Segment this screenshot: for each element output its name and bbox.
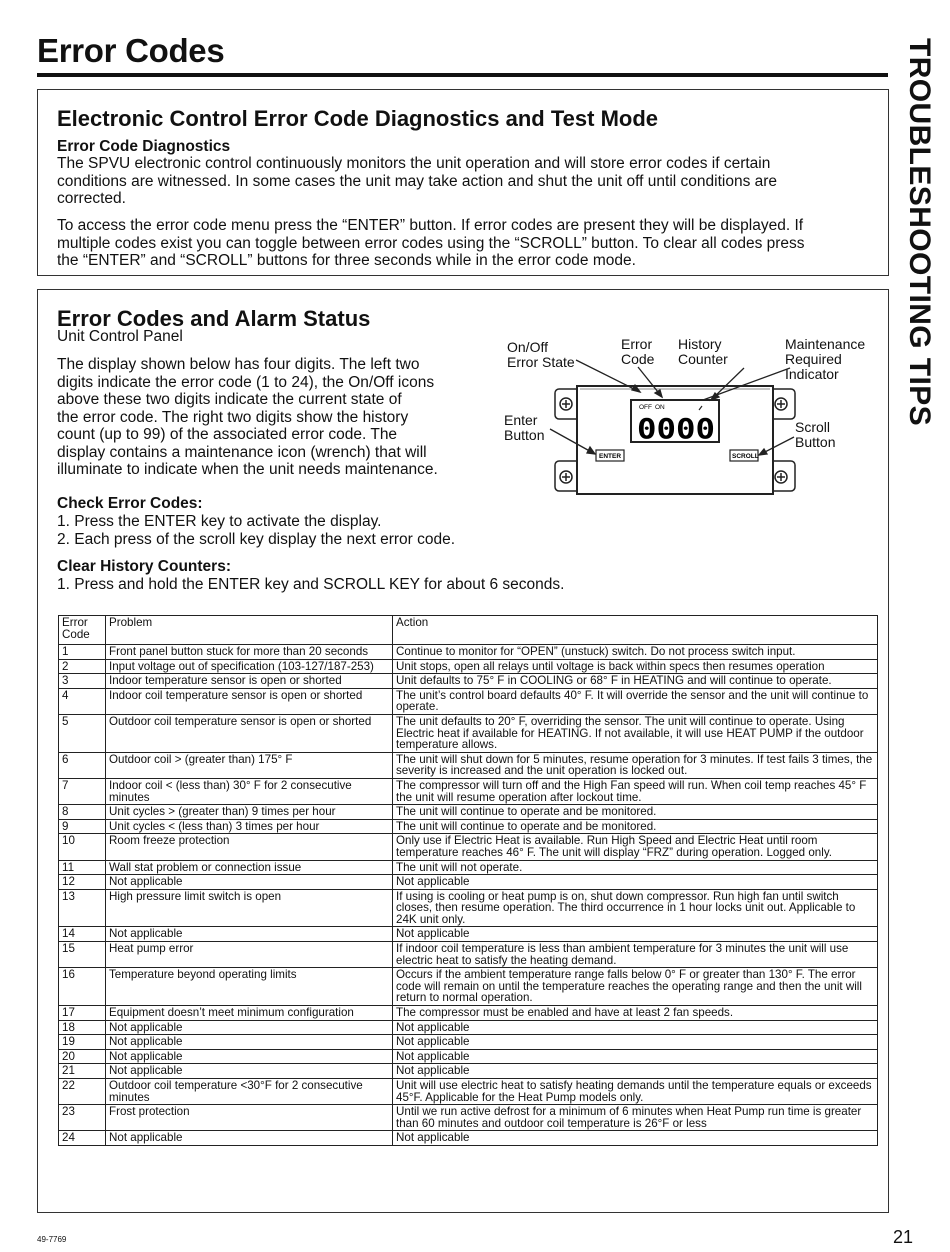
cell-problem: Wall stat problem or connection issue <box>106 860 393 875</box>
cell-code: 4 <box>59 688 106 714</box>
cell-code: 12 <box>59 875 106 890</box>
column-header-problem: Problem <box>106 616 393 645</box>
clear-steps <box>57 576 564 594</box>
table-row <box>59 674 878 689</box>
cell-problem: Outdoor coil temperature sensor is open or shorted <box>106 714 393 752</box>
table-row <box>59 1020 878 1035</box>
label-onoff: On/Off Error State <box>507 339 575 370</box>
cell-action: The unit defaults to 20° F, overriding the sensor. The unit will continue to operate. Using Electric heat if available for HEATING. If not available, it will use HEAT PUMP if the outdoor temperature allows. <box>393 714 878 752</box>
cell-code: 2 <box>59 659 106 674</box>
cell-problem: Not applicable <box>106 875 393 890</box>
cell-action: The unit will continue to operate and be monitored. <box>393 819 878 834</box>
page-number: 21 <box>893 1227 914 1247</box>
table-row <box>59 688 878 714</box>
list-item: 2. Each press of the scroll key display the next error code. <box>57 530 456 548</box>
side-tab-label: TROUBLESHOOTING TIPS <box>903 38 936 427</box>
label-error-code: Error Code <box>621 336 655 367</box>
cell-code: 16 <box>59 968 106 1006</box>
cell-problem: Unit cycles < (less than) 3 times per hour <box>106 819 393 834</box>
cell-code: 5 <box>59 714 106 752</box>
cell-problem: Not applicable <box>106 1049 393 1064</box>
table-row <box>59 645 878 660</box>
cell-action: Unit will use electric heat to satisfy heating demands until the temperature equals or exceeds 45°F. Applicable for the Heat Pump models only. <box>393 1079 878 1105</box>
cell-code: 7 <box>59 778 106 804</box>
cell-action: The unit will shut down for 5 minutes, resume operation for 3 minutes. If test fails 3 times, the severity is increased and the unit operation is locked out. <box>393 752 878 778</box>
cell-code: 15 <box>59 942 106 968</box>
text-line: the “ENTER” and “SCROLL” buttons for three seconds while in the error code mode. <box>57 252 636 269</box>
diagnostics-para-1 <box>57 155 777 208</box>
cell-code: 17 <box>59 1006 106 1021</box>
cell-action: The compressor will turn off and the High Fan speed will run. When coil temp reaches 45° F the unit will resume operation after lockout time. <box>393 778 878 804</box>
table-row <box>59 1064 878 1079</box>
display-off: OFF <box>639 404 652 411</box>
cell-code: 19 <box>59 1035 106 1050</box>
cell-problem: High pressure limit switch is open <box>106 889 393 927</box>
table-row <box>59 927 878 942</box>
table-row <box>59 1006 878 1021</box>
table-row <box>59 805 878 820</box>
cell-code: 11 <box>59 860 106 875</box>
text-line: the error code. The right two digits show the history <box>57 408 409 426</box>
table-row <box>59 752 878 778</box>
table-row <box>59 889 878 927</box>
text-line: digits indicate the error code (1 to 24), the On/Off icons <box>57 373 435 391</box>
cell-problem: Indoor coil < (less than) 30° F for 2 consecutive minutes <box>106 778 393 804</box>
svg-text:ENTER: ENTER <box>599 453 622 460</box>
cell-code: 9 <box>59 819 106 834</box>
cell-problem: Input voltage out of specification (103-127/187-253) <box>106 659 393 674</box>
text-line: The display shown below has four digits. The left two <box>57 356 420 373</box>
text-line: display contains a maintenance icon (wrench) that will <box>57 443 427 461</box>
text-line: count (up to 99) of the associated error code. The <box>57 426 398 443</box>
cell-code: 21 <box>59 1064 106 1079</box>
table-row <box>59 942 878 968</box>
cell-code: 22 <box>59 1079 106 1105</box>
cell-action: If indoor coil temperature is less than ambient temperature for 3 minutes the unit will use electric heat to satisfy the heating demand. <box>393 942 878 968</box>
cell-problem: Outdoor coil temperature <30°F for 2 consecutive minutes <box>106 1079 393 1105</box>
screw-icon <box>775 398 787 410</box>
column-header-code: Error Code <box>59 616 106 645</box>
cell-problem: Outdoor coil > (greater than) 175° F <box>106 752 393 778</box>
screw-icon <box>560 471 572 483</box>
cell-code: 13 <box>59 889 106 927</box>
panel-drawing <box>500 334 880 499</box>
cell-problem: Temperature beyond operating limits <box>106 968 393 1006</box>
diagnostics-subheading: Error Code Diagnostics <box>57 138 231 155</box>
text-line: corrected. <box>57 190 126 207</box>
label-enter-button: Enter Button <box>504 412 545 443</box>
table-row <box>59 1131 878 1146</box>
text-line: above these two digits indicate the current state of <box>57 391 402 408</box>
cell-action: The compressor must be enabled and have at least 2 fan speeds. <box>393 1006 878 1021</box>
table-row <box>59 968 878 1006</box>
cell-problem: Front panel button stuck for more than 20 seconds <box>106 645 393 660</box>
cell-action: Unit defaults to 75° F in COOLING or 68° F in HEATING and will continue to operate. <box>393 674 878 689</box>
cell-code: 3 <box>59 674 106 689</box>
cell-action: The unit will not operate. <box>393 860 878 875</box>
table-row <box>59 1079 878 1105</box>
table-row <box>59 1105 878 1131</box>
alarm-heading: Error Codes and Alarm Status <box>57 306 371 331</box>
screw-icon <box>560 398 572 410</box>
table-row <box>59 1049 878 1064</box>
text-line: illuminate to indicate when the unit needs maintenance. <box>57 461 438 478</box>
label-history-counter: History Counter <box>678 336 728 367</box>
display-on: ON <box>655 404 665 411</box>
cell-code: 1 <box>59 645 106 660</box>
cell-action: Not applicable <box>393 1035 878 1050</box>
table-row <box>59 659 878 674</box>
diagnostics-heading: Electronic Control Error Code Diagnostics and Test Mode <box>57 106 659 131</box>
table-row <box>59 1035 878 1050</box>
label-scroll-button: Scroll Button <box>795 419 836 450</box>
clear-heading: Clear History Counters: <box>57 558 231 575</box>
cell-action: Occurs if the ambient temperature range falls below 0° F or greater than 130° F. The error code will remain on until the temperature reaches the operating range and then the unit will return to normal operation. <box>393 968 878 1006</box>
cell-code: 18 <box>59 1020 106 1035</box>
cell-code: 24 <box>59 1131 106 1146</box>
list-item: 1. Press the ENTER key to activate the display. <box>57 513 382 530</box>
cell-code: 14 <box>59 927 106 942</box>
error-code-table <box>58 615 878 1146</box>
cell-problem: Room freeze protection <box>106 834 393 860</box>
cell-problem: Frost protection <box>106 1105 393 1131</box>
check-steps <box>57 513 455 548</box>
alarm-description <box>57 356 438 479</box>
cell-code: 6 <box>59 752 106 778</box>
cell-code: 8 <box>59 805 106 820</box>
table-row <box>59 778 878 804</box>
page-title: Error Codes <box>37 32 225 69</box>
cell-problem: Heat pump error <box>106 942 393 968</box>
cell-code: 20 <box>59 1049 106 1064</box>
cell-action: The unit’s control board defaults 40° F. It will override the sensor and the unit will continue to operate. <box>393 688 878 714</box>
cell-action: Unit stops, open all relays until voltage is back within specs then resumes operation <box>393 659 878 674</box>
cell-action: If using is cooling or heat pump is on, shut down compressor. Run high fan until switch closes, then resume operation. The third occurrence in 1 hour locks unit out. Applicable to 24K unit only. <box>393 889 878 927</box>
cell-problem: Not applicable <box>106 927 393 942</box>
table-row <box>59 875 878 890</box>
cell-action: Until we run active defrost for a minimum of 6 minutes when Heat Pump run time is greater than 60 minutes and outdoor coil temperature is 26°F or less <box>393 1105 878 1131</box>
cell-problem: Not applicable <box>106 1064 393 1079</box>
screw-icon <box>775 471 787 483</box>
column-header-action: Action <box>393 616 878 645</box>
cell-code: 10 <box>59 834 106 860</box>
text-line: conditions are witnessed. In some cases the unit may take action and shut the unit off until conditions are <box>57 172 778 190</box>
cell-code: 23 <box>59 1105 106 1131</box>
diagnostics-para-2 <box>57 217 805 270</box>
label-maintenance: Maintenance Required Indicator <box>785 336 866 382</box>
document-code: 49-7769 <box>37 1235 67 1244</box>
control-panel-diagram <box>500 334 880 499</box>
cell-action: Not applicable <box>393 1049 878 1064</box>
cell-action: The unit will continue to operate and be monitored. <box>393 805 878 820</box>
table-row <box>59 714 878 752</box>
cell-problem: Not applicable <box>106 1035 393 1050</box>
side-tab <box>892 38 938 478</box>
cell-problem: Indoor coil temperature sensor is open or shorted <box>106 688 393 714</box>
cell-action: Continue to monitor for “OPEN” (unstuck) switch. Do not process switch input. <box>393 645 878 660</box>
cell-action: Not applicable <box>393 927 878 942</box>
table-row <box>59 819 878 834</box>
text-line: multiple codes exist you can toggle between error codes using the “SCROLL” button. To clear all codes press <box>57 234 805 252</box>
cell-problem: Not applicable <box>106 1131 393 1146</box>
check-heading: Check Error Codes: <box>57 495 203 512</box>
cell-action: Not applicable <box>393 1064 878 1079</box>
cell-problem: Unit cycles > (greater than) 9 times per hour <box>106 805 393 820</box>
text-line: To access the error code menu press the “ENTER” button. If error codes are present they will be displayed. If <box>57 217 804 234</box>
cell-action: Not applicable <box>393 1131 878 1146</box>
title-rule <box>37 73 888 77</box>
cell-action: Not applicable <box>393 1020 878 1035</box>
list-item: 1. Press and hold the ENTER key and SCROLL KEY for about 6 seconds. <box>57 576 565 593</box>
table-row <box>59 860 878 875</box>
text-line: The SPVU electronic control continuously monitors the unit operation and will store error codes if certain <box>57 155 771 172</box>
table-header-row <box>59 616 878 645</box>
svg-text:SCROLL: SCROLL <box>732 453 759 460</box>
alarm-subheading: Unit Control Panel <box>57 328 183 345</box>
cell-action: Not applicable <box>393 875 878 890</box>
cell-problem: Indoor temperature sensor is open or shorted <box>106 674 393 689</box>
display-digits: 0000 <box>637 412 715 445</box>
cell-problem: Equipment doesn’t meet minimum configuration <box>106 1006 393 1021</box>
table-row <box>59 834 878 860</box>
cell-action: Only use if Electric Heat is available. Run High Speed and Electric Heat until room temperature reaches 46° F. The unit will display “FRZ” during operation. Logged only. <box>393 834 878 860</box>
cell-problem: Not applicable <box>106 1020 393 1035</box>
